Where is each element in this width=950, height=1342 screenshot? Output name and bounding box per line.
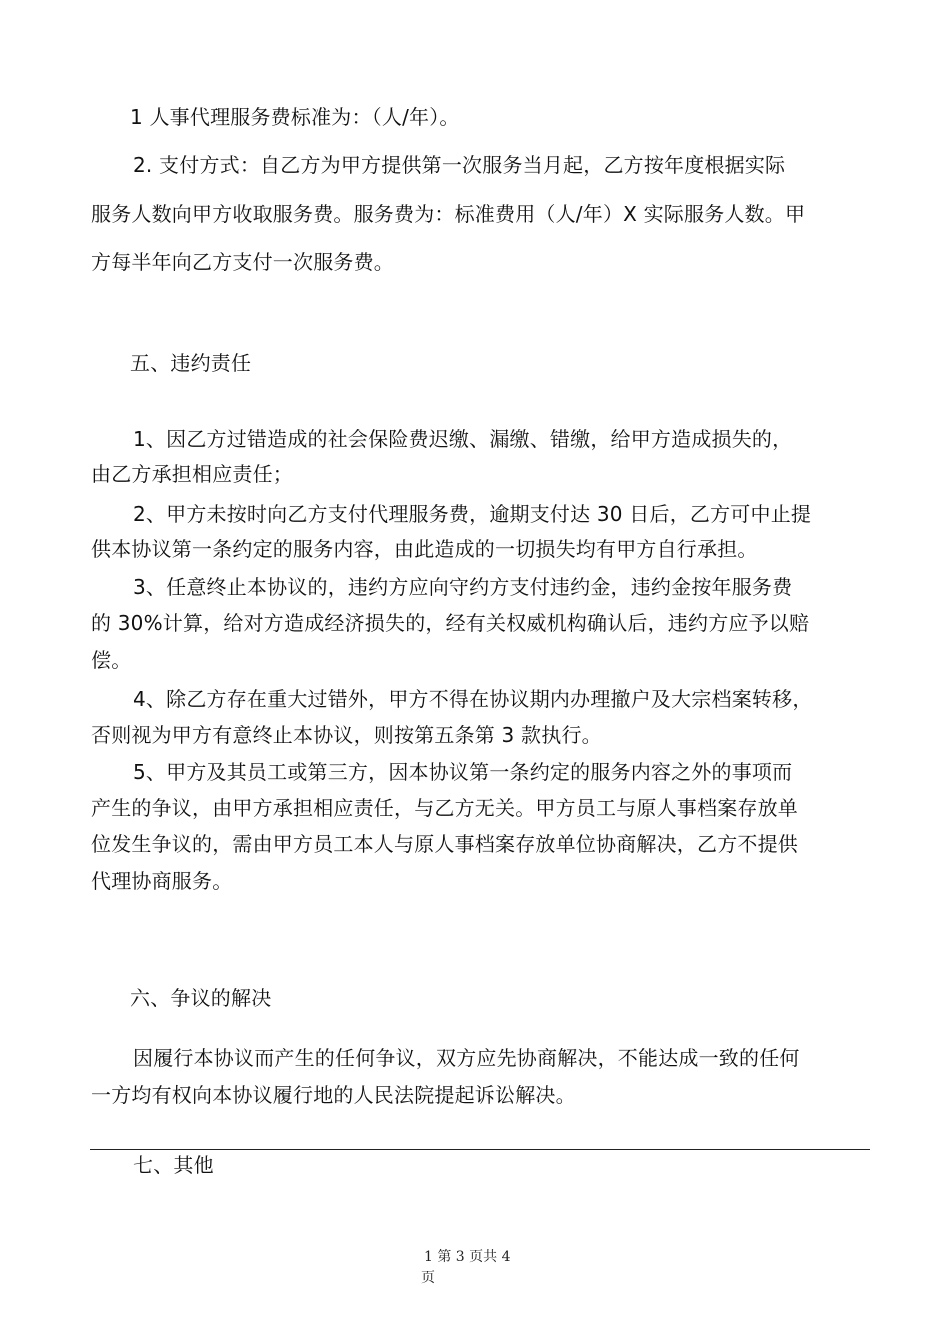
breach-item-4-line-1: 4、除乙方存在重大过错外，甲方不得在协议期内办理撤户及大宗档案转移， (133, 687, 813, 711)
payment-method-line-1: 2. 支付方式：自乙方为甲方提供第一次服务当月起，乙方按年度根据实际 (133, 153, 786, 177)
breach-item-5-line-2: 产生的争议，由甲方承担相应责任，与乙方无关。甲方员工与原人事档案存放单 (91, 796, 798, 820)
dispute-line-1: 因履行本协议而产生的任何争议，双方应先协商解决，不能达成一致的任何 (133, 1046, 800, 1070)
breach-item-3-line-1: 3、任意终止本协议的，违约方应向守约方支付违约金，违约金按年服务费 (133, 575, 793, 599)
breach-item-3-line-2: 的 30%计算，给对方造成经济损失的，经有关权威机构确认后，违约方应予以赔 (91, 611, 810, 635)
fee-standard-text: 1 人事代理服务费标准为：（人/年）。 (130, 105, 460, 129)
payment-method-line-3: 方每半年向乙方支付一次服务费。 (91, 250, 394, 274)
breach-item-5-line-1: 5、甲方及其员工或第三方，因本协议第一条约定的服务内容之外的事项而 (133, 760, 793, 784)
section-6-heading: 六、争议的解决 (130, 986, 272, 1010)
breach-item-2-line-2: 供本协议第一条约定的服务内容，由此造成的一切损失均有甲方自行承担。 (91, 537, 758, 561)
dispute-line-2: 一方均有权向本协议履行地的人民法院提起诉讼解决。 (91, 1083, 576, 1107)
section-5-heading: 五、违约责任 (130, 351, 252, 375)
horizontal-divider (90, 1149, 870, 1150)
breach-item-1-line-1: 1、因乙方过错造成的社会保险费迟缴、漏缴、错缴，给甲方造成损失的， (133, 427, 793, 451)
page-number-line-1: 1 第 3 页共 4 (424, 1249, 511, 1265)
payment-method-line-2: 服务人数向甲方收取服务费。服务费为：标准费用（人/年）X 实际服务人数。甲 (91, 202, 806, 226)
page-number-line-2: 页 (421, 1270, 435, 1286)
breach-item-4-line-2: 否则视为甲方有意终止本协议，则按第五条第 3 款执行。 (91, 723, 602, 747)
breach-item-3-line-3: 偿。 (91, 648, 132, 672)
breach-item-1-line-2: 由乙方承担相应责任； (91, 462, 293, 486)
breach-item-2-line-1: 2、甲方未按时向乙方支付代理服务费，逾期支付达 30 日后，乙方可中止提 (133, 502, 812, 526)
breach-item-5-line-3: 位发生争议的，需由甲方员工本人与原人事档案存放单位协商解决，乙方不提供 (91, 832, 798, 856)
section-7-heading: 七、其他 (133, 1153, 214, 1177)
breach-item-5-line-4: 代理协商服务。 (91, 869, 233, 893)
